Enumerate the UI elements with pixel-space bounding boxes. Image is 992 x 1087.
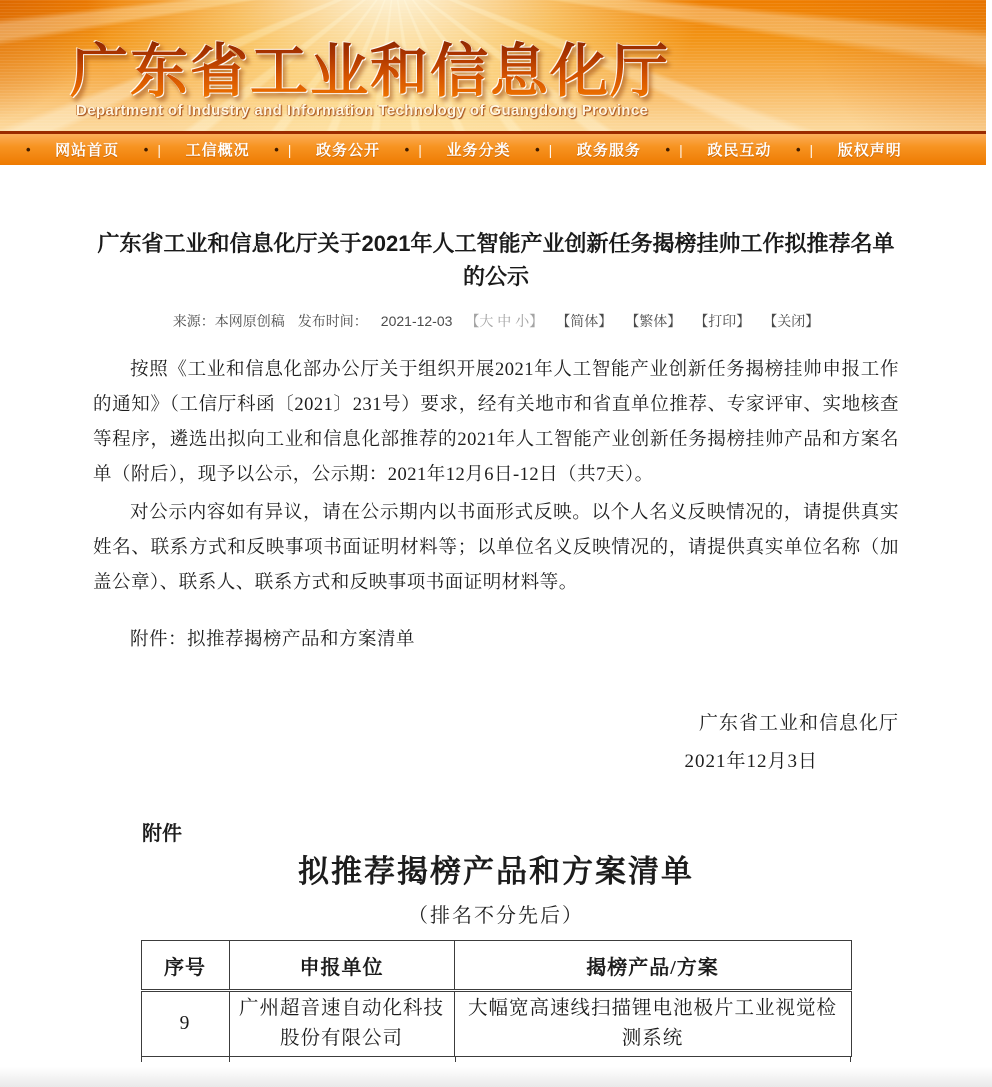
cell-company: 广州超音速自动化科技股份有限公司 bbox=[229, 991, 454, 1057]
bottom-fade bbox=[0, 1067, 992, 1087]
bullet-icon: • bbox=[795, 142, 801, 157]
cell-product: 大幅宽高速线扫描锂电池极片工业视觉检测系统 bbox=[454, 991, 851, 1057]
nav-separator bbox=[666, 142, 683, 158]
nav-separator bbox=[274, 142, 291, 158]
table-row bbox=[141, 991, 851, 1057]
meta-publish-date: 2021-12-03 bbox=[380, 313, 453, 329]
nav-item-copyright[interactable]: 版权声明 bbox=[837, 142, 902, 159]
paragraph-2: 对公示内容如有异议，请在公示期内以书面形式反映。以个人名义反映情况的，请提供真实姓名、联系方式和反映事项书面证明材料等；以单位名义反映情况的，请提供真实单位名称（加盖公章）、联系人、联系方式和反映事项书面证明材料等。 bbox=[93, 503, 899, 593]
nav-item-public-interaction[interactable]: 政民互动 bbox=[707, 142, 772, 159]
site-header bbox=[0, 0, 986, 165]
nav-separator bbox=[405, 142, 422, 158]
bullet-icon: • bbox=[143, 142, 149, 157]
banner bbox=[0, 0, 986, 131]
bullet-icon: • bbox=[404, 142, 410, 157]
pipe-divider: | bbox=[287, 141, 292, 158]
pipe-divider: | bbox=[418, 141, 422, 158]
appendix-section bbox=[0, 817, 992, 1062]
print-button[interactable]: 【打印】 bbox=[694, 313, 751, 329]
nav-item-home[interactable]: 网站首页 bbox=[55, 142, 120, 159]
pipe-divider: | bbox=[809, 141, 814, 158]
nav-item-gov-services[interactable]: 政务服务 bbox=[576, 142, 641, 159]
nav-item-gov-affairs[interactable]: 政务公开 bbox=[316, 142, 381, 159]
signature-date: 2021年12月3日 bbox=[684, 751, 818, 772]
pipe-divider: | bbox=[679, 141, 683, 158]
font-size-tool[interactable]: 【大 中 小】 bbox=[465, 313, 544, 329]
pipe-divider: | bbox=[548, 141, 553, 158]
appendix-title: 拟推荐揭榜产品和方案清单 bbox=[298, 854, 694, 889]
table-header-row bbox=[141, 941, 851, 991]
meta-source: 来源：本网原创稿 bbox=[172, 313, 285, 329]
attachment-label: 附件： bbox=[130, 630, 188, 650]
signature-agency: 广东省工业和信息化厅 bbox=[698, 713, 899, 734]
simplified-button[interactable]: 【简体】 bbox=[556, 313, 613, 329]
table-header-product: 揭榜产品/方案 bbox=[454, 941, 851, 991]
nav-item-business-category[interactable]: 业务分类 bbox=[446, 142, 511, 159]
pipe-divider: | bbox=[157, 141, 161, 158]
main-nav bbox=[0, 134, 986, 165]
nav-separator bbox=[796, 142, 813, 158]
bullet-icon: • bbox=[535, 142, 540, 157]
nav-separator bbox=[144, 142, 161, 158]
site-title: 广东省工业和信息化厅 bbox=[70, 24, 670, 108]
cell-no: 9 bbox=[141, 991, 229, 1057]
nav-separator bbox=[535, 142, 552, 158]
table-header-no: 序号 bbox=[141, 941, 229, 991]
nav-item-overview[interactable]: 工信概况 bbox=[185, 142, 250, 159]
bullet-icon: • bbox=[665, 142, 671, 157]
table-header-company: 申报单位 bbox=[229, 941, 454, 991]
page-title: 广东省工业和信息化厅关于2021年人工智能产业创新任务揭榜挂帅工作拟推荐名单的公示 bbox=[97, 231, 895, 289]
meta-publish-label: 发布时间： bbox=[297, 313, 368, 329]
attachment-link[interactable]: 拟推荐揭榜产品和方案清单 bbox=[187, 630, 416, 650]
appendix-label: 附件 bbox=[142, 823, 182, 845]
article-meta bbox=[93, 311, 899, 331]
traditional-button[interactable]: 【繁体】 bbox=[625, 313, 682, 329]
close-button[interactable]: 【关闭】 bbox=[763, 313, 820, 329]
attachment-line bbox=[93, 623, 899, 658]
announcement-article bbox=[93, 227, 899, 773]
bullet-icon: • bbox=[274, 142, 279, 157]
site-subtitle-english: Department of Industry and Information Technology of Guangdong Province bbox=[76, 102, 649, 119]
table-next-row-stub bbox=[141, 1057, 851, 1062]
appendix-table bbox=[141, 940, 852, 1057]
appendix-subtitle: （排名不分先后） bbox=[408, 905, 584, 927]
paragraph-1: 按照《工业和信息化部办公厅关于组织开展2021年人工智能产业创新任务揭榜挂帅申报工作的通知》（工信厅科函〔2021〕231号）要求，经有关地市和省直单位推荐、专家评审、实地核查等程序，遴选出拟向工业和信息化部推荐的2021年人工智能产业创新任务揭榜挂帅产品和方案名单（附后），现予以公示，公示期：2021年12月6日-12日（共7天）。 bbox=[93, 360, 899, 485]
bullet-icon: • bbox=[26, 142, 31, 157]
